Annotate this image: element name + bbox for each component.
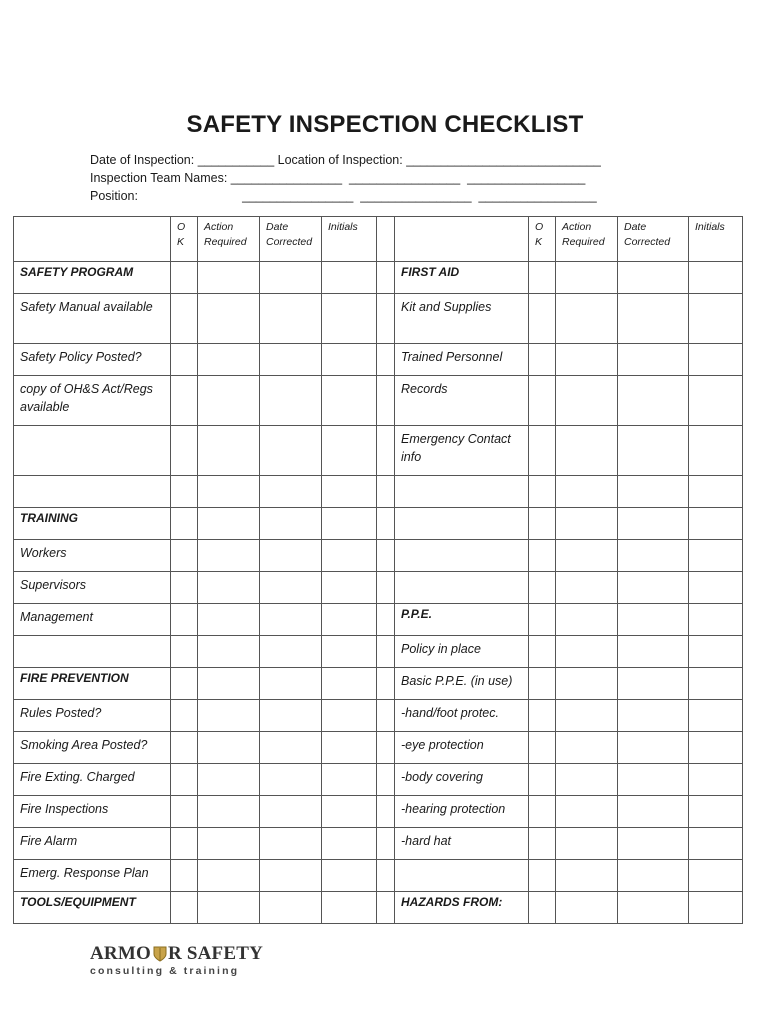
right-item-cell <box>395 508 529 540</box>
checklist-row <box>14 344 743 376</box>
ok-cell[interactable] <box>171 426 198 476</box>
action-required-cell[interactable] <box>556 508 618 540</box>
action-required-cell[interactable] <box>198 540 260 572</box>
date-corrected-cell[interactable] <box>260 508 322 540</box>
checklist-table <box>13 216 743 924</box>
date-corrected-cell[interactable] <box>260 604 322 636</box>
action-required-cell[interactable] <box>198 796 260 828</box>
initials-column-header: Initials <box>689 217 743 262</box>
left-item-cell <box>14 540 171 572</box>
ok-cell[interactable] <box>171 344 198 376</box>
column-gap <box>377 668 395 700</box>
right-item-label: FIRST AID <box>401 265 460 279</box>
ok-cell[interactable] <box>171 860 198 892</box>
checklist-row <box>14 294 743 344</box>
right-item-cell <box>395 294 529 344</box>
ok-cell[interactable] <box>171 262 198 294</box>
right-item-label: Kit and Supplies <box>401 300 492 314</box>
left-item-cell <box>14 262 171 294</box>
action-required-cell[interactable] <box>556 294 618 344</box>
left-item-label: TRAINING <box>20 511 78 525</box>
ok-cell[interactable] <box>171 604 198 636</box>
initials-cell[interactable] <box>689 892 743 924</box>
action-required-cell[interactable] <box>556 636 618 668</box>
left-item-header <box>14 217 171 262</box>
initials-cell[interactable] <box>322 700 377 732</box>
right-item-cell <box>395 700 529 732</box>
action-required-cell[interactable] <box>556 892 618 924</box>
initials-cell[interactable] <box>322 294 377 344</box>
column-gap <box>377 217 395 262</box>
initials-cell[interactable] <box>322 262 377 294</box>
column-gap <box>377 636 395 668</box>
date-corrected-cell[interactable] <box>618 732 689 764</box>
right-item-label: Trained Personnel <box>401 350 503 364</box>
column-gap <box>377 764 395 796</box>
column-gap <box>377 796 395 828</box>
column-gap <box>377 828 395 860</box>
initials-cell[interactable] <box>322 476 377 508</box>
ok-cell[interactable] <box>171 796 198 828</box>
initials-cell[interactable] <box>322 892 377 924</box>
column-gap <box>377 700 395 732</box>
column-gap <box>377 604 395 636</box>
right-item-label: -hard hat <box>401 834 452 848</box>
right-item-cell <box>395 376 529 426</box>
checklist-row <box>14 668 743 700</box>
initials-cell[interactable] <box>689 294 743 344</box>
date-corrected-column-header: Date Corrected <box>618 217 689 262</box>
action-required-cell[interactable] <box>556 540 618 572</box>
action-required-cell[interactable] <box>198 860 260 892</box>
initials-cell[interactable] <box>689 344 743 376</box>
action-required-cell[interactable] <box>198 294 260 344</box>
initials-cell[interactable] <box>322 376 377 426</box>
action-required-cell[interactable] <box>198 344 260 376</box>
initials-cell[interactable] <box>322 828 377 860</box>
ok-cell[interactable] <box>529 294 556 344</box>
right-item-label <box>395 572 528 576</box>
right-item-label: Emergency Contact info <box>401 432 511 464</box>
ok-cell[interactable] <box>529 604 556 636</box>
action-required-column-header: Action Required <box>198 217 260 262</box>
action-required-cell[interactable] <box>198 636 260 668</box>
action-required-cell[interactable] <box>556 476 618 508</box>
left-item-cell <box>14 828 171 860</box>
action-required-cell[interactable] <box>556 604 618 636</box>
action-required-cell[interactable] <box>198 262 260 294</box>
left-item-label: Workers <box>20 546 67 560</box>
logo-wordmark <box>90 944 263 964</box>
ok-cell[interactable] <box>171 732 198 764</box>
initials-cell[interactable] <box>689 796 743 828</box>
checklist-row <box>14 892 743 924</box>
date-corrected-cell[interactable] <box>260 860 322 892</box>
date-corrected-cell[interactable] <box>260 668 322 700</box>
left-item-cell <box>14 764 171 796</box>
right-item-cell <box>395 860 529 892</box>
initials-cell[interactable] <box>322 540 377 572</box>
date-corrected-column-header: Date Corrected <box>260 217 322 262</box>
initials-cell[interactable] <box>322 636 377 668</box>
action-required-cell[interactable] <box>556 860 618 892</box>
action-required-cell[interactable] <box>556 732 618 764</box>
date-corrected-cell[interactable] <box>618 668 689 700</box>
action-required-cell[interactable] <box>556 344 618 376</box>
date-corrected-cell[interactable] <box>260 572 322 604</box>
left-item-label: Safety Policy Posted? <box>20 350 142 364</box>
left-item-label: TOOLS/EQUIPMENT <box>20 895 136 909</box>
left-item-cell <box>14 294 171 344</box>
action-required-cell[interactable] <box>198 828 260 860</box>
left-item-label: copy of OH&S Act/Regs available <box>20 382 153 414</box>
checklist-body <box>14 262 743 924</box>
checklist-row <box>14 262 743 294</box>
ok-cell[interactable] <box>171 668 198 700</box>
left-item-label <box>14 426 170 430</box>
checklist-row <box>14 860 743 892</box>
initials-cell[interactable] <box>322 860 377 892</box>
ok-cell[interactable] <box>171 508 198 540</box>
left-item-cell <box>14 636 171 668</box>
inspection-date-location-line: Date of Inspection: ___________ Location of Inspection: ____________________________ <box>90 153 601 167</box>
ok-cell[interactable] <box>171 572 198 604</box>
shield-icon <box>153 946 167 962</box>
action-required-cell[interactable] <box>198 476 260 508</box>
date-corrected-cell[interactable] <box>260 344 322 376</box>
right-item-label: Policy in place <box>401 642 481 656</box>
checklist-row <box>14 508 743 540</box>
initials-cell[interactable] <box>322 796 377 828</box>
date-corrected-cell[interactable] <box>260 294 322 344</box>
column-gap <box>377 508 395 540</box>
left-item-cell <box>14 376 171 426</box>
initials-cell[interactable] <box>322 572 377 604</box>
date-corrected-cell[interactable] <box>260 540 322 572</box>
initials-cell[interactable] <box>689 508 743 540</box>
left-item-cell <box>14 668 171 700</box>
left-item-cell <box>14 892 171 924</box>
column-gap <box>377 344 395 376</box>
checklist-row <box>14 376 743 426</box>
right-item-cell <box>395 540 529 572</box>
right-item-label: HAZARDS FROM: <box>401 895 503 909</box>
date-corrected-cell[interactable] <box>260 796 322 828</box>
initials-cell[interactable] <box>322 508 377 540</box>
left-item-cell <box>14 508 171 540</box>
column-gap <box>377 540 395 572</box>
left-item-label: Management <box>20 610 93 624</box>
date-corrected-cell[interactable] <box>618 508 689 540</box>
action-required-cell[interactable] <box>198 732 260 764</box>
right-item-label <box>395 508 528 512</box>
ok-cell[interactable] <box>529 732 556 764</box>
initials-cell[interactable] <box>322 344 377 376</box>
right-item-label: -hearing protection <box>401 802 506 816</box>
checklist-row <box>14 732 743 764</box>
initials-cell[interactable] <box>322 604 377 636</box>
ok-cell[interactable] <box>529 764 556 796</box>
ok-cell[interactable] <box>529 668 556 700</box>
left-item-cell <box>14 476 171 508</box>
date-corrected-cell[interactable] <box>618 604 689 636</box>
ok-cell[interactable] <box>529 892 556 924</box>
ok-cell[interactable] <box>529 344 556 376</box>
right-item-cell <box>395 604 529 636</box>
right-item-label: -body covering <box>401 770 483 784</box>
checklist-row <box>14 828 743 860</box>
date-corrected-cell[interactable] <box>260 376 322 426</box>
right-item-cell <box>395 344 529 376</box>
ok-cell[interactable] <box>171 294 198 344</box>
date-corrected-cell[interactable] <box>618 860 689 892</box>
ok-cell[interactable] <box>171 764 198 796</box>
ok-cell[interactable] <box>171 828 198 860</box>
date-corrected-cell[interactable] <box>260 892 322 924</box>
ok-cell[interactable] <box>171 892 198 924</box>
right-item-cell <box>395 732 529 764</box>
date-corrected-cell[interactable] <box>260 828 322 860</box>
page-title: SAFETY INSPECTION CHECKLIST <box>186 111 584 138</box>
right-item-cell <box>395 796 529 828</box>
right-item-label: P.P.E. <box>401 607 432 621</box>
action-required-cell[interactable] <box>556 700 618 732</box>
date-corrected-cell[interactable] <box>618 540 689 572</box>
ok-column-header: O K <box>171 217 198 262</box>
ok-cell[interactable] <box>529 700 556 732</box>
date-corrected-cell[interactable] <box>618 344 689 376</box>
date-corrected-cell[interactable] <box>618 796 689 828</box>
action-required-cell[interactable] <box>198 426 260 476</box>
date-corrected-cell[interactable] <box>618 572 689 604</box>
right-item-label: -hand/foot protec. <box>401 706 499 720</box>
right-item-cell <box>395 426 529 476</box>
right-item-label: Records <box>401 382 448 396</box>
date-corrected-cell[interactable] <box>618 376 689 426</box>
action-required-cell[interactable] <box>198 668 260 700</box>
date-corrected-cell[interactable] <box>260 636 322 668</box>
column-gap <box>377 426 395 476</box>
ok-cell[interactable] <box>171 700 198 732</box>
initials-cell[interactable] <box>689 262 743 294</box>
date-corrected-cell[interactable] <box>618 828 689 860</box>
date-corrected-cell[interactable] <box>618 764 689 796</box>
ok-cell[interactable] <box>171 636 198 668</box>
ok-cell[interactable] <box>529 540 556 572</box>
date-corrected-cell[interactable] <box>618 700 689 732</box>
initials-cell[interactable] <box>322 668 377 700</box>
right-item-cell <box>395 636 529 668</box>
ok-column-header: O K <box>529 217 556 262</box>
position-line: Position: ________________ ________________ _________________ <box>90 189 597 203</box>
left-item-cell <box>14 344 171 376</box>
left-item-cell <box>14 426 171 476</box>
checklist-row <box>14 426 743 476</box>
armour-safety-logo <box>90 944 263 977</box>
initials-cell[interactable] <box>689 732 743 764</box>
date-corrected-cell[interactable] <box>618 636 689 668</box>
checklist-row <box>14 476 743 508</box>
left-item-label: Fire Exting. Charged <box>20 770 135 784</box>
date-corrected-cell[interactable] <box>618 294 689 344</box>
initials-cell[interactable] <box>689 764 743 796</box>
checklist-row <box>14 572 743 604</box>
ok-cell[interactable] <box>529 508 556 540</box>
left-item-cell <box>14 796 171 828</box>
column-gap <box>377 294 395 344</box>
left-item-cell <box>14 860 171 892</box>
inspection-team-names-line: Inspection Team Names: ________________ ________________ _________________ <box>90 171 586 185</box>
date-corrected-cell[interactable] <box>260 764 322 796</box>
action-required-cell[interactable] <box>198 892 260 924</box>
ok-cell[interactable] <box>171 476 198 508</box>
initials-cell[interactable] <box>322 764 377 796</box>
initials-cell[interactable] <box>689 636 743 668</box>
table-header-row <box>14 217 743 262</box>
action-required-cell[interactable] <box>198 764 260 796</box>
initials-cell[interactable] <box>689 426 743 476</box>
ok-cell[interactable] <box>529 426 556 476</box>
left-item-label: Fire Inspections <box>20 802 109 816</box>
initials-cell[interactable] <box>689 572 743 604</box>
right-item-cell <box>395 572 529 604</box>
column-gap <box>377 860 395 892</box>
left-item-cell <box>14 572 171 604</box>
action-required-cell[interactable] <box>198 508 260 540</box>
right-item-cell <box>395 262 529 294</box>
initials-cell[interactable] <box>689 540 743 572</box>
checklist-row <box>14 700 743 732</box>
initials-cell[interactable] <box>689 700 743 732</box>
date-corrected-cell[interactable] <box>260 426 322 476</box>
left-item-label: SAFETY PROGRAM <box>20 265 134 279</box>
left-item-label: Rules Posted? <box>20 706 102 720</box>
action-required-cell[interactable] <box>556 668 618 700</box>
ok-cell[interactable] <box>171 540 198 572</box>
right-item-cell <box>395 828 529 860</box>
initials-cell[interactable] <box>322 732 377 764</box>
left-item-cell <box>14 604 171 636</box>
initials-column-header: Initials <box>322 217 377 262</box>
right-item-label <box>395 476 528 480</box>
action-required-cell[interactable] <box>556 796 618 828</box>
date-corrected-cell[interactable] <box>260 262 322 294</box>
left-item-label: Fire Alarm <box>20 834 78 848</box>
column-gap <box>377 476 395 508</box>
ok-cell[interactable] <box>529 476 556 508</box>
action-required-cell[interactable] <box>556 764 618 796</box>
ok-cell[interactable] <box>529 636 556 668</box>
initials-cell[interactable] <box>689 668 743 700</box>
left-item-label: Supervisors <box>20 578 86 592</box>
right-item-cell <box>395 668 529 700</box>
right-item-label <box>395 860 528 864</box>
left-item-label <box>14 636 170 640</box>
date-corrected-cell[interactable] <box>260 732 322 764</box>
checklist-row <box>14 540 743 572</box>
left-item-label: Emerg. Response Plan <box>20 866 149 880</box>
left-item-cell <box>14 732 171 764</box>
left-item-label: FIRE PREVENTION <box>20 671 129 685</box>
ok-cell[interactable] <box>529 262 556 294</box>
left-item-label: Smoking Area Posted? <box>20 738 148 752</box>
checklist-row <box>14 796 743 828</box>
initials-cell[interactable] <box>689 860 743 892</box>
initials-cell[interactable] <box>689 476 743 508</box>
action-required-cell[interactable] <box>198 376 260 426</box>
column-gap <box>377 892 395 924</box>
column-gap <box>377 262 395 294</box>
action-required-cell[interactable] <box>556 262 618 294</box>
left-item-cell <box>14 700 171 732</box>
action-required-cell[interactable] <box>556 828 618 860</box>
initials-cell[interactable] <box>689 828 743 860</box>
ok-cell[interactable] <box>529 860 556 892</box>
right-item-cell <box>395 476 529 508</box>
action-required-cell[interactable] <box>556 426 618 476</box>
logo-text-start: ARMO <box>90 943 151 964</box>
right-item-cell <box>395 764 529 796</box>
logo-text-end: R SAFETY <box>167 943 264 964</box>
action-required-cell[interactable] <box>198 700 260 732</box>
date-corrected-cell[interactable] <box>260 700 322 732</box>
action-required-cell[interactable] <box>556 572 618 604</box>
date-corrected-cell[interactable] <box>260 476 322 508</box>
date-corrected-cell[interactable] <box>618 262 689 294</box>
ok-cell[interactable] <box>529 796 556 828</box>
action-required-cell[interactable] <box>556 376 618 426</box>
right-item-header <box>395 217 529 262</box>
logo-tagline: consulting & training <box>90 965 240 977</box>
ok-cell[interactable] <box>529 828 556 860</box>
action-required-cell[interactable] <box>198 604 260 636</box>
date-corrected-cell[interactable] <box>618 426 689 476</box>
checklist-row <box>14 604 743 636</box>
initials-cell[interactable] <box>322 426 377 476</box>
right-item-label: -eye protection <box>401 738 484 752</box>
initials-cell[interactable] <box>689 376 743 426</box>
column-gap <box>377 732 395 764</box>
left-item-label: Safety Manual available <box>20 300 153 314</box>
action-required-cell[interactable] <box>198 572 260 604</box>
left-item-label <box>14 476 170 480</box>
action-required-column-header: Action Required <box>556 217 618 262</box>
date-corrected-cell[interactable] <box>618 892 689 924</box>
date-corrected-cell[interactable] <box>618 476 689 508</box>
initials-cell[interactable] <box>689 604 743 636</box>
column-gap <box>377 572 395 604</box>
right-item-cell <box>395 892 529 924</box>
checklist-row <box>14 636 743 668</box>
right-item-label <box>395 540 528 544</box>
ok-cell[interactable] <box>171 376 198 426</box>
column-gap <box>377 376 395 426</box>
right-item-label: Basic P.P.E. (in use) <box>401 674 513 688</box>
checklist-row <box>14 764 743 796</box>
ok-cell[interactable] <box>529 572 556 604</box>
ok-cell[interactable] <box>529 376 556 426</box>
